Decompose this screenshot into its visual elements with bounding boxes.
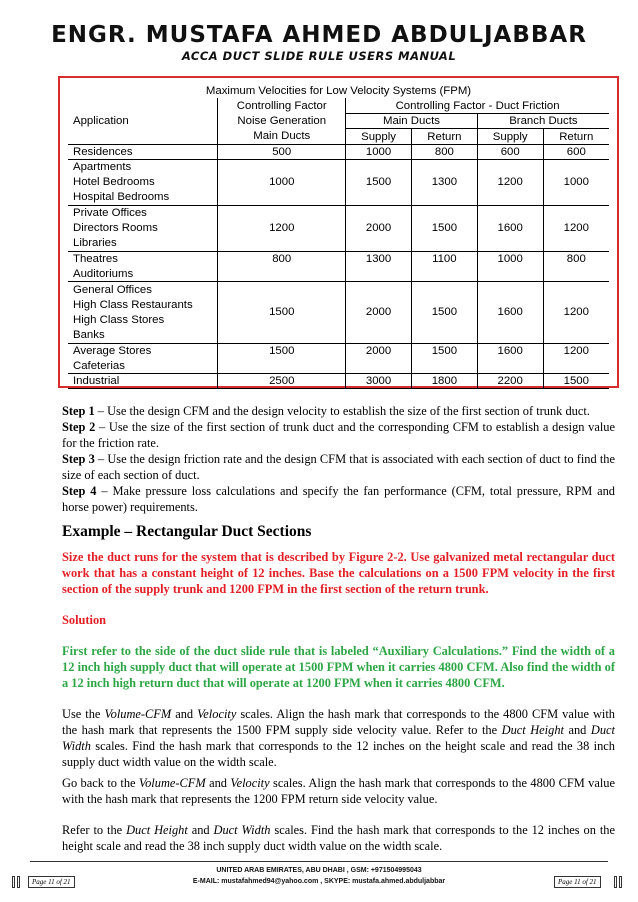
application-cell: General Offices	[68, 282, 218, 297]
step-1	[62, 403, 615, 419]
value-cell: 1000	[218, 159, 346, 205]
value-cell: 1500	[411, 205, 477, 251]
value-cell: 2000	[346, 282, 412, 343]
value-cell: 500	[218, 144, 346, 159]
header-branch-supply: Supply	[477, 129, 543, 144]
value-cell: 2200	[477, 374, 543, 389]
application-cell: High Class Stores	[73, 314, 165, 327]
value-cell: 3000	[346, 374, 412, 389]
scale-name: Duct Width	[62, 723, 615, 753]
value-cell: 1500	[543, 374, 609, 389]
application-cell: Industrial	[68, 374, 218, 389]
value-cell: 1300	[346, 251, 412, 282]
scale-name: Volume-CFM	[104, 707, 172, 721]
application-cell: Hospital Bedrooms	[73, 191, 170, 204]
header-noise-top: Controlling Factor	[218, 98, 346, 113]
header-main-ducts: Main Ducts	[346, 114, 478, 129]
value-cell: 800	[543, 251, 609, 282]
value-cell: 1500	[411, 343, 477, 374]
manual-subtitle: ACCA DUCT SLIDE RULE USERS MANUAL	[181, 49, 457, 63]
value-cell: 1600	[477, 343, 543, 374]
value-cell: 1200	[477, 159, 543, 205]
text-run: Use the	[62, 707, 105, 721]
step-label: Step 4	[62, 484, 97, 498]
value-cell: 1000	[346, 144, 412, 159]
application-cell: Theatres	[68, 251, 218, 266]
text-run: and	[563, 723, 591, 737]
value-cell: 1200	[543, 205, 609, 251]
table-row	[68, 205, 609, 220]
footer-contact: E-MAIL: mustafahmed94@yahoo.com , SKYPE: mustafa.ahmed.abduljabbar	[192, 878, 446, 885]
header-branch-ducts: Branch Ducts	[477, 114, 609, 129]
application-cell: Hotel Bedrooms	[73, 176, 155, 189]
step-text: – Use the design friction rate and the design CFM that is associated with each section of duct to find the size of each section of duct.	[62, 452, 615, 482]
problem-statement: Size the duct runs for the system that is described by Figure 2-2. Use galvanized metal rectangular duct work that has a constant height of 12 inches. Base the calculations on a 1500 FPM velocity in the first section of the supply trunk and 1200 FPM in the first section of the return trunk.	[62, 550, 615, 596]
value-cell: 1800	[411, 374, 477, 389]
footer-left-bars-icon	[12, 876, 20, 888]
step-3	[62, 451, 615, 483]
scale-name: Duct Width	[213, 823, 271, 837]
text-run: and	[171, 707, 198, 721]
table-row	[68, 282, 609, 297]
table-row	[68, 144, 609, 159]
paragraph-return-width	[62, 822, 615, 854]
text-run: and	[205, 776, 231, 790]
design-steps	[62, 403, 615, 515]
scale-name: Velocity	[197, 707, 237, 721]
value-cell: 800	[218, 251, 346, 282]
value-cell: 1600	[477, 282, 543, 343]
step-text: – Use the size of the first section of trunk duct and the corresponding CFM to establish a design value for the friction rate.	[62, 420, 615, 450]
solution-heading: Solution	[62, 613, 107, 627]
max-velocity-table	[68, 83, 609, 389]
value-cell: 1200	[543, 343, 609, 374]
value-cell: 1500	[346, 159, 412, 205]
paragraph-return-velocity	[62, 775, 615, 807]
text-run: scales. Find the hash mark that corresponds to the 12 inches on the height scale and read the 38 inch supply duct width value on the width scale.	[62, 823, 615, 853]
step-text: – Use the design CFM and the design velocity to establish the size of the first section of trunk duct.	[94, 404, 590, 418]
application-cell: Auditoriums	[73, 267, 134, 280]
step-label: Step 1	[62, 404, 95, 418]
page-number-right: Page 11 of 21	[554, 876, 601, 888]
header-application: Application	[73, 114, 129, 127]
text-run: Go back to the	[62, 776, 139, 790]
value-cell: 800	[411, 144, 477, 159]
value-cell: 1000	[543, 159, 609, 205]
value-cell: 1600	[477, 205, 543, 251]
scale-name: Duct Height	[501, 723, 564, 737]
step-label: Step 3	[62, 452, 95, 466]
application-cell: Private Offices	[68, 205, 218, 220]
value-cell: 600	[477, 144, 543, 159]
value-cell: 2500	[218, 374, 346, 389]
footer-divider	[30, 861, 608, 862]
step-text: – Make pressure loss calculations and specify the fan performance (CFM, total pressure, RPM and horse power) requirements.	[62, 484, 616, 514]
velocity-table-frame	[58, 76, 619, 388]
value-cell: 2000	[346, 343, 412, 374]
application-cell: Directors Rooms	[73, 222, 158, 235]
step-label: Step 2	[62, 420, 96, 434]
value-cell: 1500	[218, 282, 346, 343]
scale-name: Duct Height	[126, 823, 188, 837]
application-cell: High Class Restaurants	[73, 298, 193, 311]
table-row	[68, 343, 609, 358]
application-cell: Average Stores	[68, 343, 218, 358]
header-noise-mid: Noise Generation	[218, 114, 346, 129]
value-cell: 2000	[346, 205, 412, 251]
header-noise-main-ducts: Main Ducts	[218, 129, 346, 144]
page-number-left: Page 11 of 21	[28, 876, 75, 888]
step-2	[62, 419, 615, 451]
application-cell: Apartments	[68, 159, 218, 174]
example-heading: Example – Rectangular Duct Sections	[62, 523, 312, 540]
value-cell: 1500	[218, 343, 346, 374]
text-run: and	[187, 823, 214, 837]
application-cell: Banks	[73, 329, 105, 342]
solution-intro: First refer to the side of the duct slide rule that is labeled “Auxiliary Calculations.” Find the width of a 12 inch high supply duct that will operate at 1500 FPM when it carries 4800 CFM. Also find the width of a 12 inch high return duct that will operate at 1200 FPM when it carries 4800 CFM.	[62, 644, 615, 690]
document-author-title: ENGR. MUSTAFA AHMED ABDULJABBAR	[51, 22, 587, 48]
table-title: Maximum Velocities for Low Velocity Systems (FPM)	[205, 84, 472, 97]
header-main-supply: Supply	[346, 129, 412, 144]
value-cell: 1200	[543, 282, 609, 343]
table-row	[68, 374, 609, 389]
value-cell: 600	[543, 144, 609, 159]
value-cell: 1500	[411, 282, 477, 343]
footer-right-bars-icon	[614, 876, 622, 888]
application-cell: Cafeterias	[73, 359, 125, 372]
scale-name: Velocity	[230, 776, 270, 790]
table-row	[68, 251, 609, 266]
table-row	[68, 159, 609, 174]
scale-name: Volume-CFM	[138, 776, 206, 790]
footer-address: UNITED ARAB EMIRATES, ABU DHABI , GSM: +971504995043	[216, 867, 422, 874]
value-cell: 1100	[411, 251, 477, 282]
header-friction-top: Controlling Factor - Duct Friction	[346, 98, 609, 113]
value-cell: 1000	[477, 251, 543, 282]
text-run: scales. Align the hash mark that corresponds to the 4800 CFM value with the hash mark that represents the 1500 FPM supply side velocity value. Refer to the	[62, 707, 615, 737]
value-cell: 1300	[411, 159, 477, 205]
header-main-return: Return	[411, 129, 477, 144]
paragraph-supply-duct	[62, 706, 615, 770]
step-4	[62, 483, 615, 515]
value-cell: 1200	[218, 205, 346, 251]
application-cell: Libraries	[73, 237, 117, 250]
text-run: scales. Find the hash mark that corresponds to the 12 inches on the height scale and read the 38 inch supply duct width value on the width scale.	[62, 739, 615, 769]
text-run: scales. Align the hash mark that corresponds to the 4800 CFM value with the hash mark that represents the 1200 FPM return side velocity value.	[62, 776, 615, 806]
application-cell: Residences	[68, 144, 218, 159]
text-run: Refer to the	[62, 823, 127, 837]
header-branch-return: Return	[543, 129, 609, 144]
